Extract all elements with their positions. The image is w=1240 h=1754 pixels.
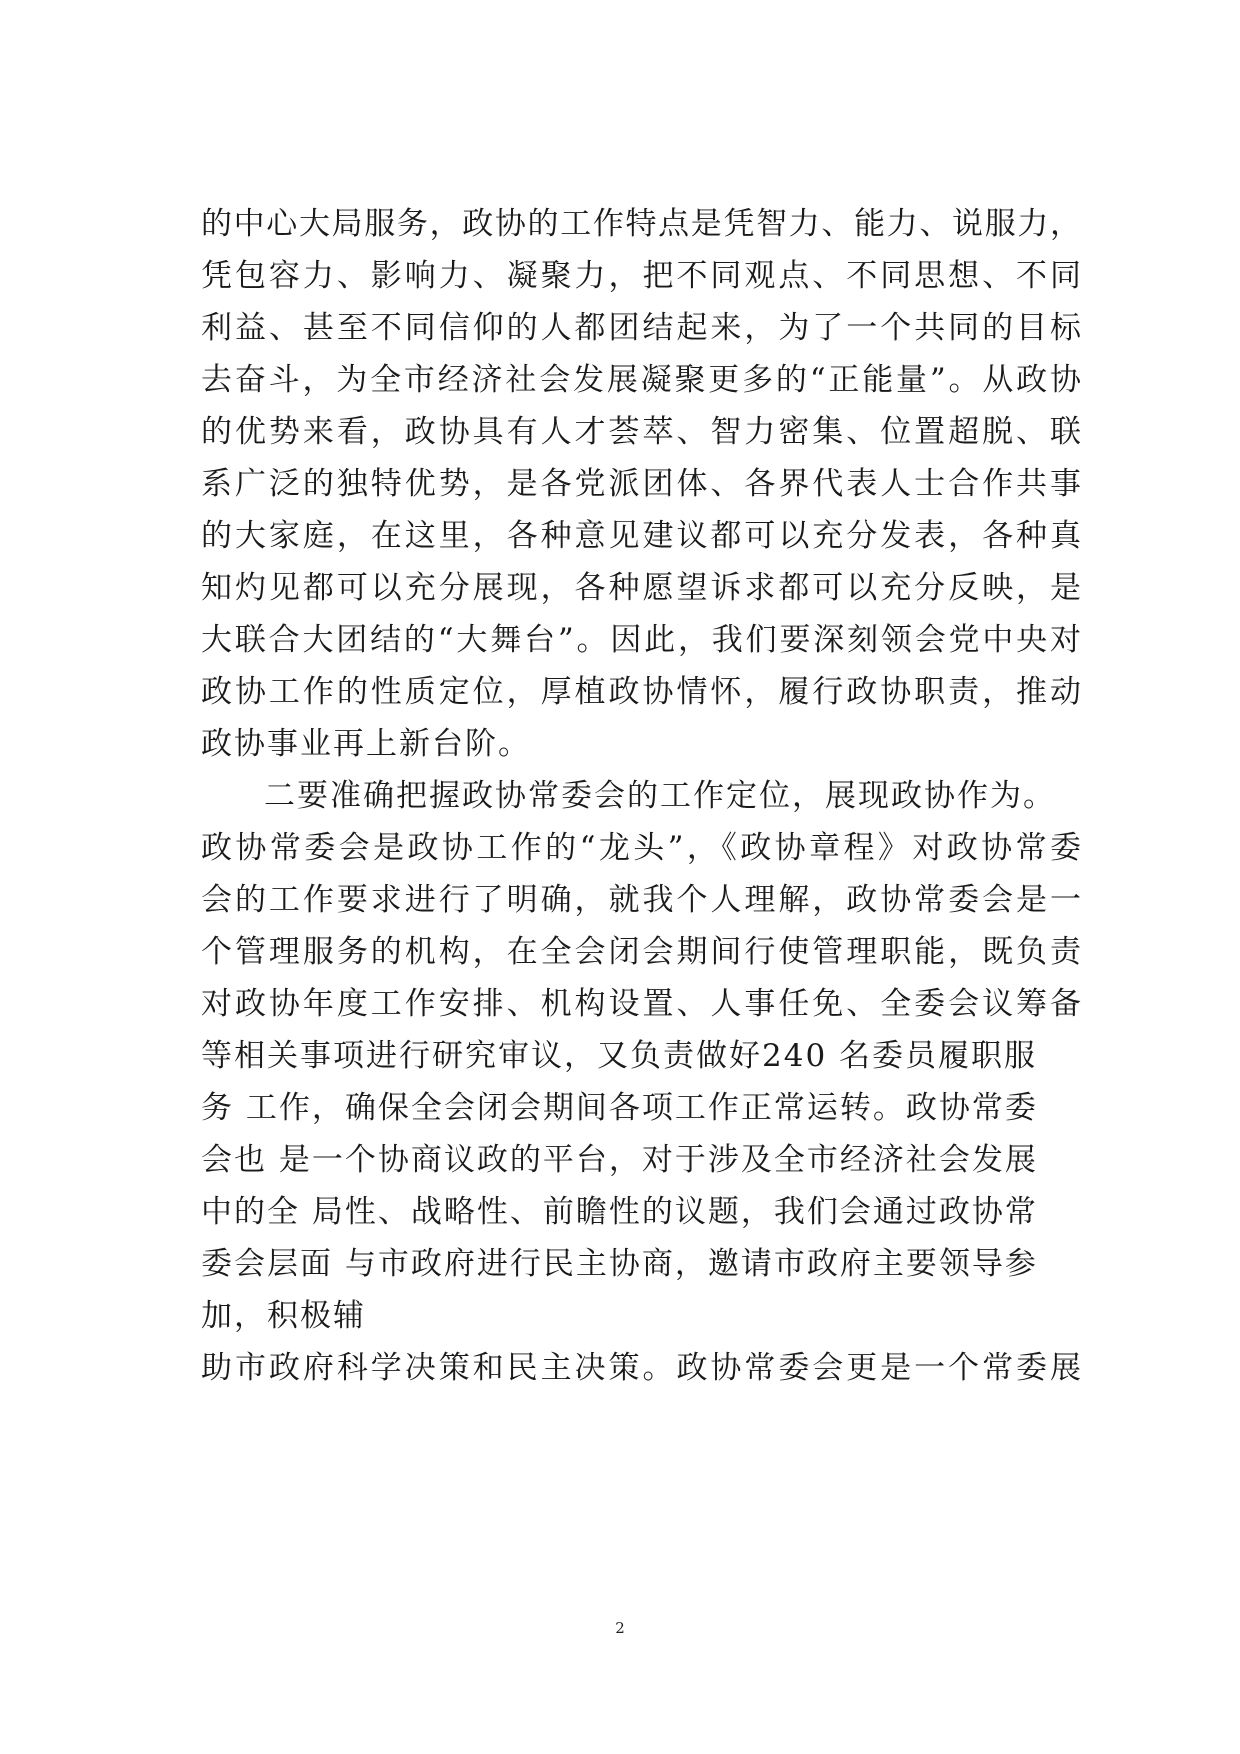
text-line: 对政协年度工作安排、机构设置、人事任免、全委会议筹备 — [201, 986, 1081, 1022]
text-line: 务 工作，确保全会闭会期间各项工作正常运转。政协常委 — [201, 1090, 1038, 1126]
text-line: 政协事业再上新台阶。 — [201, 726, 531, 762]
text-line: 委会层面 与市政府进行民主协商，邀请市政府主要领导参 — [201, 1246, 1038, 1282]
text-line: 的优势来看，政协具有人才荟萃、智力密集、位置超脱、联 — [201, 414, 1081, 450]
text-line: 加，积极辅 — [201, 1298, 366, 1334]
text-line: 知灼见都可以充分展现，各种愿望诉求都可以充分反映，是 — [201, 570, 1081, 606]
page-number: 2 — [615, 1619, 625, 1637]
text-line: 大联合大团结的“大舞台”。因此，我们要深刻领会党中央对 — [201, 622, 1081, 658]
text-line: 会的工作要求进行了明确，就我个人理解，政协常委会是一 — [201, 882, 1081, 918]
text-line: 个管理服务的机构，在全会闭会期间行使管理职能，既负责 — [201, 934, 1081, 970]
text-line: 的中心大局服务，政协的工作特点是凭智力、能力、说服力， — [201, 206, 1081, 242]
text-line: 凭包容力、影响力、凝聚力，把不同观点、不同思想、不同 — [201, 258, 1081, 294]
paragraph-start-line: 二要准确把握政协常委会的工作定位，展现政协作为。 — [264, 778, 1056, 814]
text-line: 利益、甚至不同信仰的人都团结起来，为了一个共同的目标 — [201, 310, 1081, 346]
text-line: 等相关事项进行研究审议，又负责做好240 名委员履职服 — [201, 1038, 1038, 1074]
text-line: 助市政府科学决策和民主决策。政协常委会更是一个常委展 — [201, 1350, 1081, 1386]
text-line: 去奋斗，为全市经济社会发展凝聚更多的“正能量”。从政协 — [201, 362, 1081, 398]
text-line: 会也 是一个协商议政的平台，对于涉及全市经济社会发展 — [201, 1142, 1038, 1178]
text-line: 政协工作的性质定位，厚植政协情怀，履行政协职责，推动 — [201, 674, 1081, 710]
text-line: 政协常委会是政协工作的“龙头”，《政协章程》对政协常委 — [201, 830, 1081, 866]
text-line: 中的全 局性、战略性、前瞻性的议题，我们会通过政协常 — [201, 1194, 1038, 1230]
text-line: 的大家庭，在这里，各种意见建议都可以充分发表，各种真 — [201, 518, 1081, 554]
text-line: 系广泛的独特优势，是各党派团体、各界代表人士合作共事 — [201, 466, 1081, 502]
body-text — [201, 198, 1081, 1394]
